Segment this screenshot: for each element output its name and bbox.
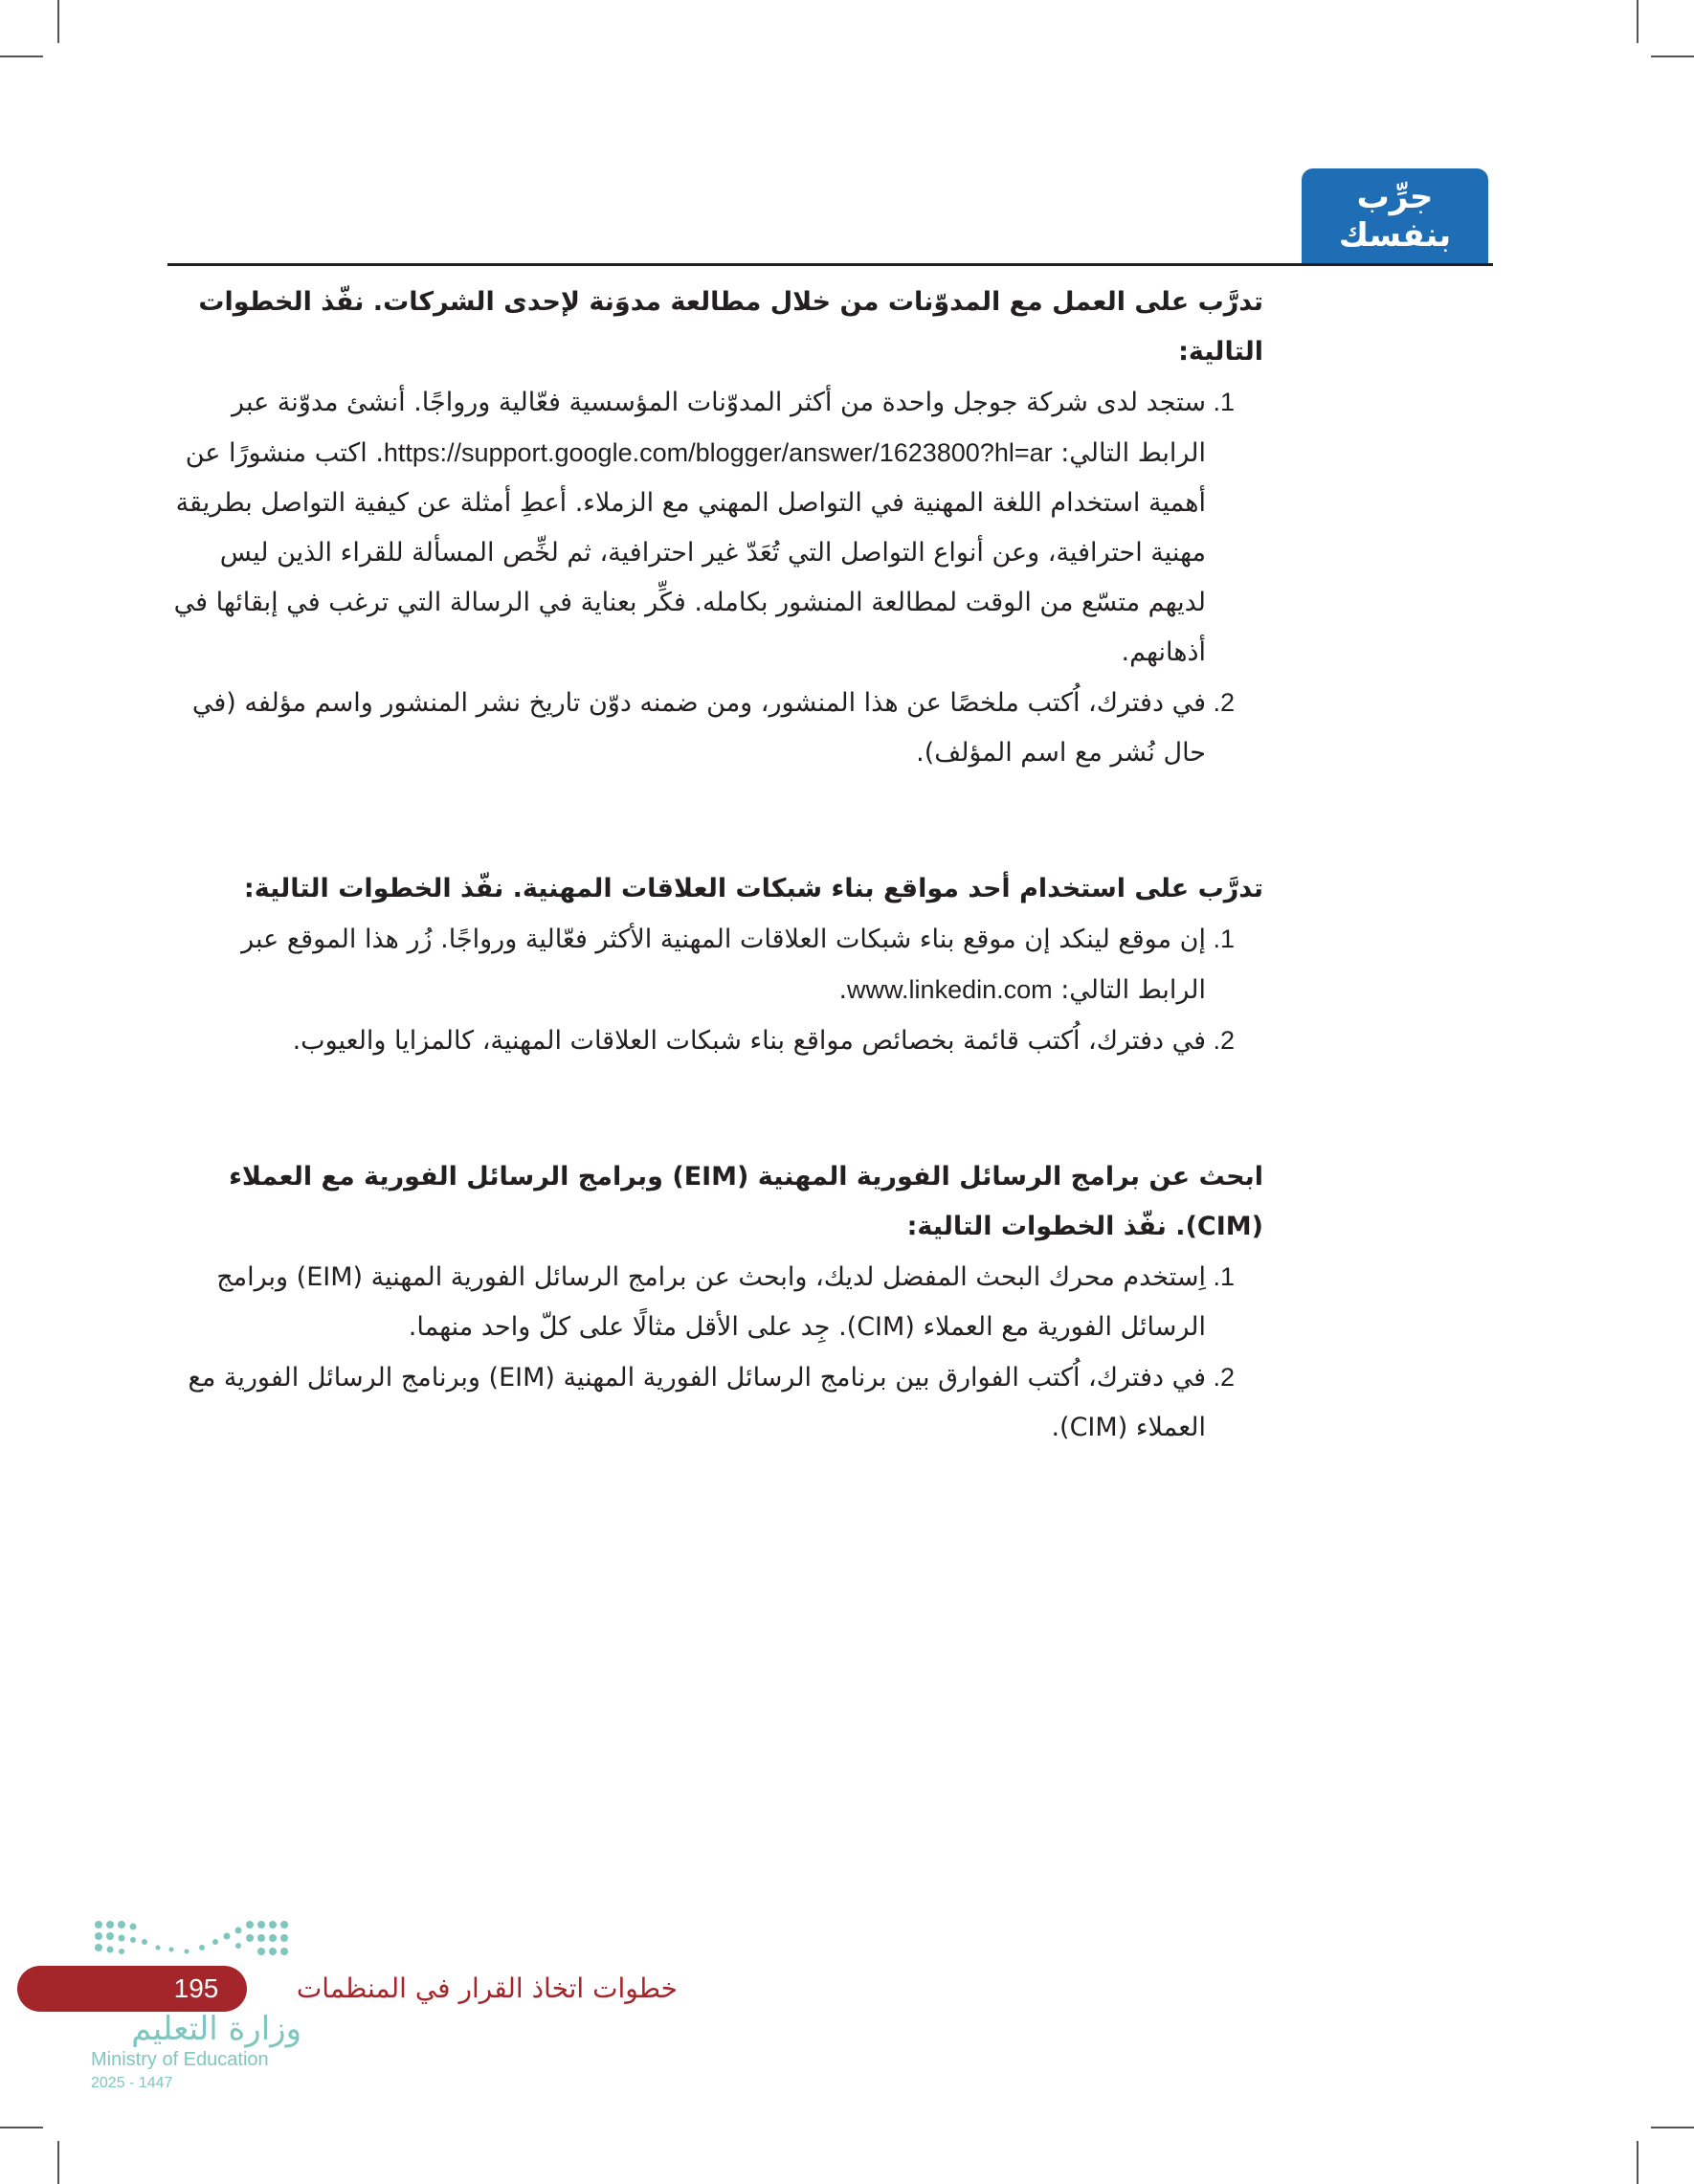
step-text: إن موقع لينكد إن موقع بناء شبكات العلاقات المهنية الأكثر فعّالية ورواجًا. زُر هذا الموقع عبر الرابط التالي: — [241, 925, 1206, 1005]
step-text-continued: . — [838, 975, 848, 1005]
ministry-logo-dots-icon — [91, 1919, 301, 1962]
steps-list — [167, 377, 1263, 778]
step-item — [167, 1015, 1206, 1066]
step-item — [167, 678, 1206, 778]
step-text: في دفترك، اُكتب قائمة بخصائص مواقع بناء شبكات العلاقات المهنية، كالمزايا والعيوب. — [292, 1026, 1206, 1056]
step-text: في دفترك، اُكتب ملخصًا عن هذا المنشور، ومن ضمنه دوّن تاريخ نشر المنشور واسم مؤلفه (في حال نُشر مع اسم المؤلف). — [191, 688, 1206, 768]
crop-mark-bottom-left-h — [0, 2127, 43, 2128]
ministry-name-arabic: وزارة التعليم — [131, 2010, 301, 2048]
exercise-intro: تدرَّب على استخدام أحد مواقع بناء شبكات العلاقات المهنية. نفّذ الخطوات التالية: — [243, 874, 1263, 903]
header-rule — [167, 263, 1493, 266]
step-item — [167, 1352, 1206, 1453]
badge-line-2: بنفسك — [1338, 216, 1452, 255]
step-item — [167, 377, 1206, 678]
exercise-instant-messaging — [167, 1152, 1263, 1453]
crop-mark-bottom-right-h — [1651, 2127, 1694, 2128]
crop-mark-top-right-h — [1651, 56, 1694, 57]
step-text-continued: . اكتب منشورًا عن أهمية استخدام اللغة المهنية في التواصل المهني مع الزملاء. أعطِ أمثلة عن كيفية التواصل بطريقة مهنية احترافية، وعن أنواع التواصل التي تُعَدّ غير احترافية، ثم لخِّص المسألة للقراء الذين ليس لديهم متسّع من الوقت لمطالعة المنشور بكامله. فكِّر بعناية في الرسالة التي ترغب في إبقائها في أذهانهم. — [173, 438, 1206, 667]
steps-list — [167, 1252, 1263, 1453]
crop-mark-top-left — [57, 0, 59, 43]
badge-line-1: جرِّب — [1356, 178, 1434, 216]
exercise-intro: ابحث عن برامج الرسائل الفورية المهنية (EIM) وبرامج الرسائل الفورية مع العملاء (CIM). نفّذ الخطوات التالية: — [229, 1162, 1263, 1241]
ministry-name-english: Ministry of Education — [91, 2049, 269, 2070]
crop-mark-top-left-h — [0, 56, 43, 57]
linkedin-link[interactable]: www.linkedin.com — [847, 975, 1053, 1004]
step-text: في دفترك، اُكتب الفوارق بين برنامج الرسائل الفورية المهنية (EIM) وبرنامج الرسائل الفورية مع العملاء (CIM). — [188, 1363, 1206, 1442]
steps-list — [167, 914, 1263, 1066]
step-item — [167, 914, 1206, 1015]
step-text: اِستخدم محرك البحث المفضل لديك، وابحث عن برامج الرسائل الفورية المهنية (EIM) وبرامج الرسائل الفورية مع العملاء (CIM). جِد على الأقل مثالًا على كلّ واحد منهما. — [216, 1262, 1206, 1342]
exercise-intro: تدرَّب على العمل مع المدوّنات من خلال مطالعة مدوَنة لإحدى الشركات. نفّذ الخطوات التالية: — [198, 287, 1263, 367]
try-yourself-badge — [1302, 168, 1488, 264]
crop-mark-top-right — [1637, 0, 1638, 43]
crop-mark-bottom-left — [57, 2141, 59, 2184]
chapter-title: خطوات اتخاذ القرار في المنظمات — [296, 1972, 678, 2004]
crop-mark-bottom-right — [1637, 2141, 1638, 2184]
exercise-networking — [167, 864, 1263, 1066]
edition-year: 2025 - 1447 — [91, 2075, 173, 2091]
step-text: ستجد لدى شركة جوجل واحدة من أكثر المدوّنات المؤسسية فعّالية ورواجًا. أنشئ مدوّنة عبر الرابط التالي: — [232, 388, 1206, 468]
exercise-content — [167, 278, 1263, 1539]
blogger-link[interactable]: https://support.google.com/blogger/answer/1623800?hl=ar — [383, 438, 1053, 467]
exercise-blogs — [167, 278, 1263, 778]
page-number: 195 — [173, 1973, 219, 2003]
step-item — [167, 1252, 1206, 1352]
